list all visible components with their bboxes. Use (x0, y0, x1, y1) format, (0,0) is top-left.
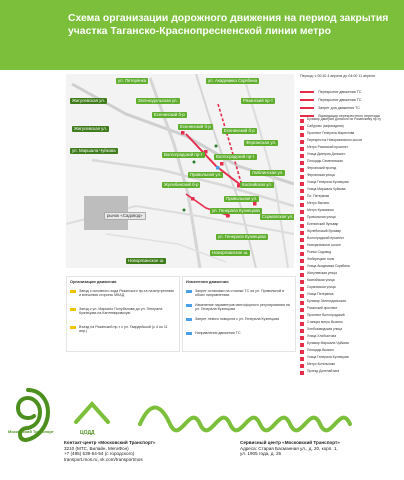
stop-marker (300, 371, 304, 375)
codd-logo-icon (72, 400, 112, 428)
stop-text: Улица Академика Скрябина (307, 264, 350, 268)
stop-marker (300, 203, 304, 207)
contact-phone-2[interactable]: +7 (495) 539-54-54 (с городского) (64, 451, 135, 457)
map-label: Есенинский б-р (224, 128, 255, 133)
row-text: Запрет левого поворота с ул. Генерала Кузнецова (195, 317, 279, 321)
stop-marker (300, 168, 304, 172)
map-label: Волгоградский пр-т (216, 154, 255, 159)
stop-text: Проспект Волгоградский (307, 313, 345, 317)
map-label: Жигулевская ул. (74, 126, 107, 131)
stop-marker (300, 350, 304, 354)
stop-marker (300, 343, 304, 347)
codd-logo-text: ЦОДД (80, 430, 95, 436)
organization-block (66, 276, 180, 352)
stop-text: Метро Кузьминки (307, 208, 334, 212)
row-text: Заезд с основного хода Рязанского пр-та на внутреннюю и внешнюю стороны МКАД (79, 289, 175, 298)
stop-marker (300, 238, 304, 242)
stop-marker (300, 147, 304, 151)
stop-text: Волгоградский проспект (307, 236, 345, 240)
legend-text: Ликвидация перекрестного перехода (318, 114, 380, 118)
stop-text: Улица Маршала Чуйкова (307, 187, 346, 191)
contact-web[interactable]: transport.mos.ru, vk.com/transportmos (64, 456, 143, 462)
stop-marker (300, 294, 304, 298)
map-label: Волгоградский пр-т (164, 152, 203, 157)
changes-block (182, 276, 296, 352)
row-text: Изменение параметров светофорного регулирования на ул. Генерала Кузнецова (195, 303, 290, 312)
stop-marker (300, 273, 304, 277)
contact-center (64, 440, 224, 462)
map-label: Рязанский пр-т (243, 98, 273, 103)
codd-logo (72, 400, 112, 428)
stop-text: Метро Котельники (307, 362, 336, 366)
stops-list (300, 118, 400, 376)
map-label: Есенинский б-р (154, 112, 185, 117)
changes-heading: Изменения движения (186, 279, 229, 284)
stop-marker (300, 252, 304, 256)
stop-marker (300, 287, 304, 291)
map-label: ул. Генерала Кузнецова (218, 234, 266, 239)
stop-text: Проспект Генерала Маргелова (307, 131, 355, 135)
stop-text: Сабурово (зафасадная) (307, 124, 344, 128)
stop-text: Ферганская улица (307, 173, 335, 177)
stop-marker (300, 133, 304, 137)
legend-swatch (300, 99, 314, 101)
stop-text: Перекресток Новорязанского шоссе (307, 138, 363, 142)
service-address-2: ул. 1905 года, д. 25 (240, 451, 282, 457)
stop-text: Улица Генерала Кузнецова (307, 180, 349, 184)
stop-marker (300, 217, 304, 221)
stop-text: Люберецкие поля (307, 257, 335, 261)
service-address: Адреса: Старая Басманная ул., д. 20, корп. 1, (240, 445, 338, 451)
stop-marker (300, 245, 304, 249)
stop-marker (300, 301, 304, 305)
stop-marker (300, 315, 304, 319)
stop-marker (300, 140, 304, 144)
stop-text: Улица Хлобыстова (307, 334, 337, 338)
stop-text: Улица Дмитрия Донского (307, 152, 346, 156)
stop-text: Новорязанское шоссе (307, 243, 341, 247)
row-swatch (186, 290, 192, 293)
row-text: Запрет остановки на стоянки ТС на ул. Привольной в обоих направлениях (195, 289, 285, 298)
map-label: Каспийская ул. (242, 182, 272, 187)
service-center (240, 440, 400, 457)
waves-decoration (134, 396, 374, 436)
legend-swatch (300, 91, 314, 93)
stop-text: Станция метро Выхино (307, 320, 343, 324)
row-swatch (186, 318, 192, 321)
map-label: ул. Маршала Чуйкова (72, 148, 116, 153)
stop-text: Сормовская улица (307, 285, 336, 289)
stop-marker (300, 161, 304, 165)
stop-marker (300, 259, 304, 263)
map-label: рынок «Садовод» (104, 212, 146, 220)
row-swatch (186, 332, 192, 335)
stop-text: Привольная улица (307, 215, 336, 219)
stop-marker (300, 189, 304, 193)
mt-logo-icon (8, 388, 56, 444)
stop-text: Проезд Донелайтиса (307, 369, 340, 373)
stop-text: Ферганский проезд (307, 166, 337, 170)
stop-text: Площадь Семеновская (307, 159, 343, 163)
legend-text: Перекрытие движения ТС (318, 90, 362, 94)
map-label: Есенинский б-р (180, 124, 211, 129)
mt-logo-text: Московский Транспорт (8, 429, 54, 434)
stop-text: Рынок Садовод (307, 250, 331, 254)
stop-text: Площадь Выхино (307, 348, 334, 352)
legend-text: Запрет для движения ТС (318, 106, 360, 110)
row-swatch (70, 308, 76, 311)
stop-marker (300, 126, 304, 130)
stop-marker (300, 175, 304, 179)
stop-text: Есенинский бульвар (307, 222, 339, 226)
stop-marker (300, 336, 304, 340)
legend-text: Перекрытие движения ТС (318, 98, 362, 102)
map-label: Привольная ул. (190, 172, 222, 177)
page-title: Схема организации дорожного движения на период закрытия участка Таганско-Краснопресненской линии метро (68, 13, 389, 37)
row-swatch (70, 290, 76, 293)
stop-text: Рязанский проспект (307, 306, 338, 310)
organization-heading: Организация движения (70, 279, 117, 284)
footer (64, 440, 400, 480)
stop-text: Метро Выхино (307, 201, 330, 205)
map-label: Новорязанское ш. (128, 258, 165, 263)
stop-marker (300, 224, 304, 228)
stop-marker (300, 196, 304, 200)
mt-logo (8, 388, 56, 460)
contact-phone[interactable]: 3210 (МТС, Билайн, МегаФон) (64, 445, 129, 451)
map-label: ул. Генерала Кузнецова (212, 208, 260, 213)
stop-text: Хлебозаводская улица (307, 327, 343, 331)
stop-marker (300, 280, 304, 284)
stop-marker (300, 182, 304, 186)
contact-title: Контакт-центр «Московский Транспорт» (64, 440, 156, 445)
map-label: Зеленодольская ул. (138, 98, 178, 103)
stop-text: Бульвар Дмитрия Донского по Рязанскому пр-ту (307, 117, 381, 121)
stop-text: Бульвар Маршала Чуйкова (307, 341, 349, 345)
stop-text: Метро Рязанский проспект (307, 145, 349, 149)
stop-marker (300, 308, 304, 312)
stop-marker (300, 231, 304, 235)
stop-text: Жигулевская улица (307, 271, 337, 275)
map-label: Жулебинский б-р (164, 182, 199, 187)
stop-text: Пл. Пятерянки (307, 194, 330, 198)
stop-marker (300, 357, 304, 361)
stop-text: Бульвар Зеленодольская (307, 299, 346, 303)
map-label: Новорязанское ш. (212, 250, 249, 255)
stop-marker (300, 119, 304, 123)
legend-text: Период: с 00:30 4 апреля до 04:00 11 апреля (300, 74, 375, 78)
row-text: Въезд на Рязанский пр-т с ул. Гвардейской (с 4 по 11 апр.) (79, 325, 168, 334)
stop-text: Улица Генерала Кузнецова (307, 355, 349, 359)
row-swatch (70, 326, 76, 329)
row-text: Заезд с ул. Марьино Полубалова до ул. Генерала Кузнецова на Кантемировскую (79, 307, 163, 316)
map-label: Люблинская ул. (252, 170, 284, 175)
stop-marker (300, 266, 304, 270)
map-label: Сормовская ул. (262, 214, 294, 219)
legend-swatch (300, 107, 314, 109)
stop-marker (300, 364, 304, 368)
stop-marker (300, 322, 304, 326)
map-label: ул. Пятерянка (118, 78, 147, 83)
map-label: Ферганская ул. (246, 140, 277, 145)
map-label: Жигулевская ул. (72, 98, 105, 103)
header-bar (0, 0, 404, 70)
row-text: Направления движения ТС (195, 331, 241, 335)
stop-marker (300, 154, 304, 158)
service-title: Сервисный центр «Московский Транспорт» (240, 440, 340, 445)
traffic-map[interactable] (66, 74, 294, 268)
stop-marker (300, 210, 304, 214)
stop-text: Жулебинский бульвар (307, 229, 341, 233)
row-swatch (186, 304, 192, 307)
map-label: Привольная ул. (226, 196, 258, 201)
lower-legend (66, 276, 294, 354)
stop-text: Каспийская улица (307, 278, 335, 282)
stop-text: Улица Пятерянка (307, 292, 334, 296)
map-label: ул. Академика Скрябина (208, 78, 258, 83)
stop-marker (300, 329, 304, 333)
